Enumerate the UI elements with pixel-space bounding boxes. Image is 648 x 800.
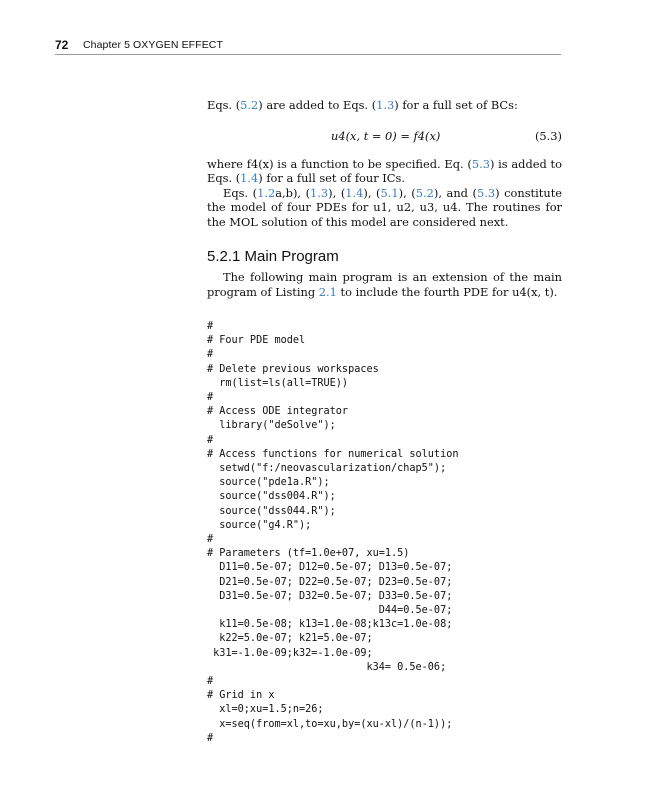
ref-1-4[interactable]: 1.4: [240, 171, 259, 186]
ref-2-1[interactable]: 2.1: [318, 284, 337, 299]
ref-1-4[interactable]: 1.4: [345, 185, 364, 200]
main-program-text: [207, 270, 562, 299]
pm-text-2: a,b), (: [275, 185, 311, 200]
intro-text-1: Eqs. (: [207, 98, 241, 112]
equation-5-3: [207, 129, 562, 149]
ref-5-2[interactable]: 5.2: [240, 98, 259, 112]
intro-paragraph: [207, 98, 562, 113]
section-heading: 5.2.1 Main Program: [207, 248, 339, 265]
running-header: [55, 38, 561, 55]
ref-1-3[interactable]: 1.3: [376, 98, 395, 112]
paragraph-after-equation: [207, 157, 562, 186]
running-title: Chapter 5 OXYGEN EFFECT: [83, 39, 224, 51]
pm-text-5: ), (: [398, 185, 416, 200]
code-listing: # # Four PDE model # # Delete previous workspaces rm(list=ls(all=TRUE)) # # Access ODE integrator library("deSolve"); # # Access functions for numerical solution setwd("f:/neovascularization/chap5"); source("pde1a.R"); source("dss004.R"); source("dss044.R"); source("g4.R"); # # Parameters (tf=1.0e+07, xu=1.5) D11=0.5e-07; D12=0.5e-07; D13=0.5e-07; D21=0.5e-07; D22=0.5e-07; D23=0.5e-07; D31=0.5e-07; D32=0.5e-07; D33=0.5e-07; D44=0.5e-07; k11=0.5e-08; k13=1.0e-08;k13c=1.0e-08; k22=5.0e-07; k21=5.0e-07; k31=-1.0e-09;k32=-1.0e-09; k34= 0.5e-06; # # Grid in x xl=0;xu=1.5;n=26; x=seq(from=xl,to=xu,by=(xu-xl)/(n-1)); #: [207, 321, 459, 744]
pae-text-3: ) for a full set of four ICs.: [258, 171, 405, 186]
page-number: 72: [55, 38, 69, 52]
ref-1-3[interactable]: 1.3: [310, 185, 329, 200]
ref-5-2[interactable]: 5.2: [415, 185, 434, 200]
body-text: [207, 98, 562, 230]
ref-5-3[interactable]: 5.3: [476, 185, 496, 200]
pm-text-7: ) constitute the model of four PDEs for u1, u2, u3, u4. The routines for the MOL solution of this model are considered next.: [207, 185, 563, 229]
pm-text-4: ), (: [363, 185, 381, 200]
paragraph-model: [207, 186, 562, 230]
ref-5-1[interactable]: 5.1: [380, 185, 399, 200]
pmain-text-2: to include the fourth PDE for u4(x, t).: [336, 284, 558, 299]
intro-text-2: ) are added to Eqs. (: [258, 98, 377, 112]
equation-body: u4(x, t = 0) = f4(x): [331, 128, 441, 143]
equation-number: (5.3): [534, 128, 562, 143]
pm-text-3: ), (: [328, 185, 346, 200]
pae-text-1: where f4(x) is a function to be specified. Eq. (: [207, 156, 472, 171]
ref-5-3[interactable]: 5.3: [471, 156, 490, 171]
ref-1-2a[interactable]: 1.2: [257, 185, 276, 200]
pae-text-2: ) is added to Eqs. (: [207, 156, 562, 186]
paragraph-main-program: [207, 270, 562, 299]
pmain-text-1: The following main program is an extension of the main program of Listing: [207, 270, 562, 299]
pm-text-1: Eqs. (: [223, 185, 258, 200]
pm-text-6: ), and (: [433, 185, 477, 200]
intro-text-3: ) for a full set of BCs:: [394, 98, 518, 112]
